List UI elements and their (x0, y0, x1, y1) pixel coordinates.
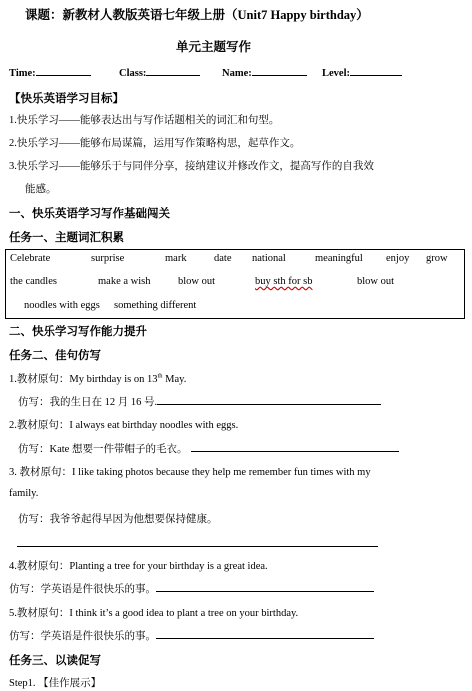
section2-heading: 二、快乐学习写作能力提升 (9, 326, 147, 338)
q2-original: 2.教材原句：I always eat birthday noodles with eggs. (9, 420, 239, 431)
level-blank[interactable] (350, 65, 402, 76)
vocab-word: blow out (178, 276, 216, 287)
q1-imitate (18, 394, 381, 409)
q4-imitate (9, 581, 374, 596)
level-field[interactable] (322, 65, 402, 79)
q5-imitate (9, 628, 374, 643)
vocab-word: national (252, 253, 286, 264)
goal-item-3-cont: 能感。 (25, 184, 57, 195)
vocab-word: Celebrate (10, 253, 51, 264)
section1-heading: 一、快乐英语学习写作基础闯关 (9, 208, 170, 220)
q1-answer-blank[interactable] (157, 394, 381, 405)
time-label: Time: (9, 68, 36, 79)
page-title: 课题：新教材人教版英语七年级上册（Unit7 Happy birthday） (25, 8, 369, 22)
q5-imitate-text: 仿写：学英语是件很快乐的事。 (9, 631, 156, 642)
q1-imitate-text: 仿写：我的生日在 12 月 16 号. (18, 397, 158, 408)
class-label: Class: (119, 68, 147, 79)
vocab-word: blow out (357, 276, 395, 287)
goals-heading: 【快乐英语学习目标】 (9, 93, 124, 105)
page-subtitle: 单元主题写作 (176, 40, 252, 54)
time-blank[interactable] (36, 65, 91, 76)
goal-item-2: 2.快乐学习——能够布局谋篇，运用写作策略构思，起草作文。 (9, 138, 301, 149)
level-label: Level: (322, 68, 350, 79)
q4-original: 4.教材原句：Planting a tree for your birthday is a great idea. (9, 561, 268, 572)
q2-answer-blank[interactable] (191, 441, 399, 452)
name-field[interactable] (222, 65, 307, 79)
vocab-word: something different (114, 300, 197, 311)
class-field[interactable] (119, 65, 200, 79)
vocab-word: meaningful (315, 253, 363, 264)
vocab-word: enjoy (386, 253, 410, 264)
vocab-word-text: buy sth for sb (255, 276, 313, 287)
q1-original (9, 371, 186, 386)
q1-sup: th (157, 372, 163, 380)
vocab-word (255, 276, 312, 287)
q5-original: 5.教材原句：I think it’s a good idea to plant a tree on your birthday. (9, 608, 299, 619)
vocab-word: mark (165, 253, 187, 264)
name-blank[interactable] (252, 65, 307, 76)
time-field[interactable] (9, 65, 91, 79)
vocab-word: noodles with eggs (24, 300, 100, 311)
goal-item-1: 1.快乐学习——能够表达出与写作话题相关的词汇和句型。 (9, 115, 280, 126)
q2-imitate-text: 仿写：Kate 想要一件带帽子的毛衣。 (18, 444, 188, 455)
vocab-word: surprise (91, 253, 125, 264)
class-blank[interactable] (146, 65, 200, 76)
vocab-word: grow (426, 253, 448, 264)
q3-imitate: 仿写：我爷爷起得早因为他想要保持健康。 (18, 514, 218, 525)
goal-item-3: 3.快乐学习——能够乐于与同伴分享，接纳建议并修改作文，提高写作的自我效 (9, 161, 374, 172)
vocab-word: make a wish (98, 276, 151, 287)
q4-imitate-text: 仿写：学英语是件很快乐的事。 (9, 584, 156, 595)
name-label: Name: (222, 68, 252, 79)
q3-answer-line[interactable] (17, 546, 378, 547)
task1-heading: 任务一、主题词汇积累 (9, 232, 124, 244)
vocab-word: date (214, 253, 232, 264)
q2-imitate (18, 441, 399, 456)
vocab-word: the candles (10, 276, 57, 287)
q1-text-end: May. (162, 374, 187, 385)
task2-heading: 任务二、佳句仿写 (9, 350, 101, 362)
q3-original: 3. 教材原句：I like taking photos because they help me remember fun times with my (9, 467, 371, 478)
task3-heading: 任务三、以读促写 (9, 655, 101, 667)
q3-original-cont: family. (9, 488, 39, 499)
q5-answer-blank[interactable] (156, 628, 374, 639)
q4-answer-blank[interactable] (156, 581, 374, 592)
step1-label: Step1. 【佳作展示】 (9, 678, 102, 689)
q1-text: 1.教材原句：My birthday is on 13 (9, 374, 158, 385)
